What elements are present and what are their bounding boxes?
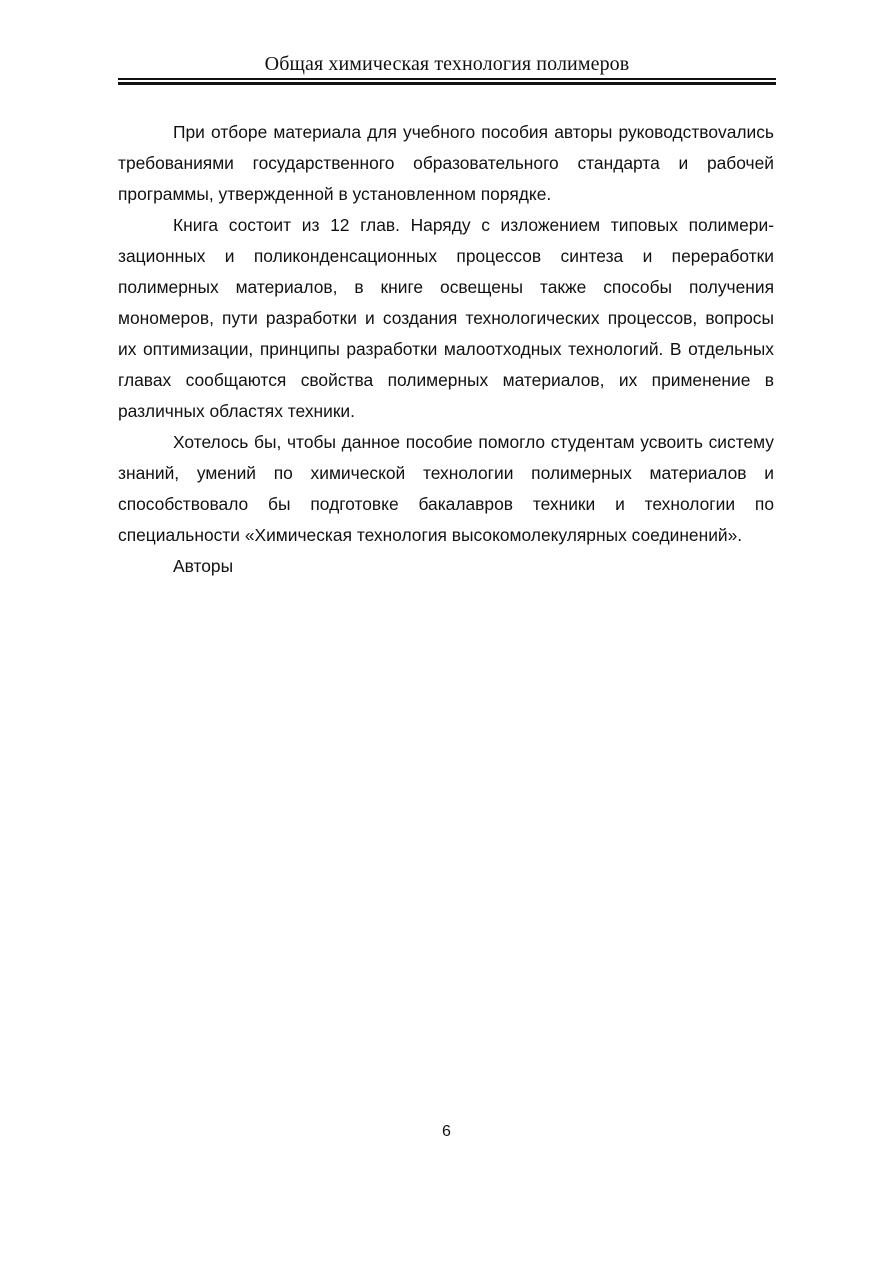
paragraph: Книга состоит из 12 глав. Наряду с изложением типовых полимеризационных и поликонденсационных процессов синтеза и переработки полимерных материалов, в книге освещены также способы получения мономеров, пути разработки и создания технологических процессов, вопросы их оптимизации, принципы разработки малоотходных технологий. В отдельных главах сообщаются свойства полимерных материалов, их применение в различных областях техники. (118, 215, 774, 421)
page-body (118, 117, 774, 582)
paragraph: Хотелось бы, чтобы данное пособие помогло студентам усвоить систему знаний, умений по химической технологии полимерных материалов и способствовало бы подготовке бакалавров техники и технологии по специальности «Химическая технология высокомолекулярных соединений». (118, 432, 774, 545)
header-rule-thick (118, 82, 776, 85)
paragraph: При отборе материала для учебного пособия авторы руководствоvались требованиями государственного образовательного стандарта и рабочей программы, утвержденной в установленном порядке. (118, 122, 774, 204)
running-header: Общая химическая технология полимеров (264, 53, 630, 75)
header-rule-thin (118, 78, 776, 80)
signature: Авторы (173, 556, 234, 576)
page-number: 6 (442, 1123, 451, 1140)
